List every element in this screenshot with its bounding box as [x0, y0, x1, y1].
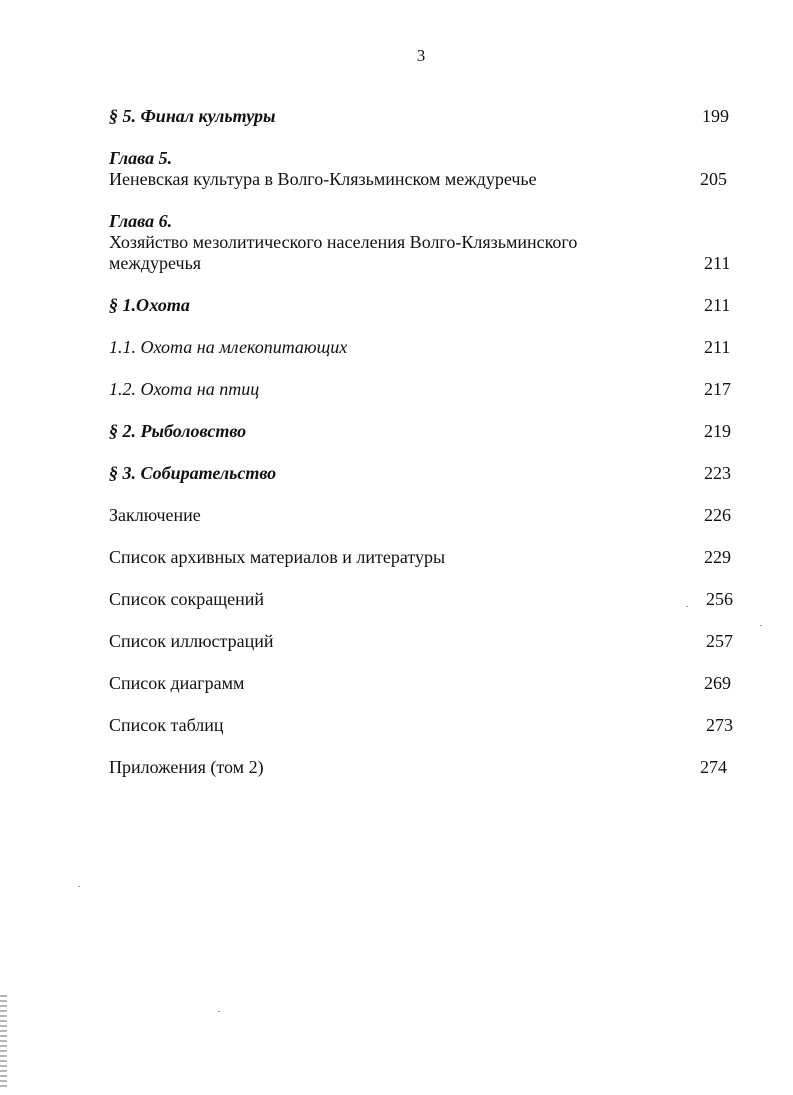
- toc-entry-mammal-hunting: 1.1. Охота на млекопитающих: [109, 337, 348, 357]
- toc-entry-section-5-final: § 5. Финал культуры: [109, 106, 276, 126]
- scan-speck: [218, 1011, 220, 1012]
- toc-page-number: 219: [704, 421, 731, 441]
- toc-entry-conclusion: Заключение: [109, 505, 201, 525]
- toc-page-number: 274: [700, 757, 727, 777]
- toc-page-number: 256: [706, 589, 733, 609]
- toc-entry-hunting: § 1.Охота: [109, 295, 190, 315]
- scan-speck: [78, 886, 80, 887]
- scan-edge-artifact: [0, 995, 7, 1090]
- toc-page-number: 199: [702, 106, 729, 126]
- toc-chapter-6-heading: Глава 6.: [109, 211, 173, 231]
- toc-page-number: 269: [704, 673, 731, 693]
- toc-page-number: 211: [704, 295, 731, 315]
- toc-entry-illustrations: Список иллюстраций: [109, 631, 274, 651]
- toc-chapter-6-title-line2: междуречья: [109, 253, 202, 273]
- toc-entry-tables: Список таблиц: [109, 715, 224, 735]
- toc-page-number: 211: [704, 337, 731, 357]
- toc-entry-abbreviations: Список сокращений: [109, 589, 264, 609]
- toc-page-number: 273: [706, 715, 733, 735]
- toc-page-number: 229: [704, 547, 731, 567]
- toc-entry-bird-hunting: 1.2. Охота на птиц: [109, 379, 260, 399]
- scan-speck: [686, 606, 688, 607]
- toc-chapter-6-title-line1: Хозяйство мезолитического населения Волго-Клязьминского: [109, 232, 578, 252]
- toc-entry-diagrams: Список диаграмм: [109, 673, 245, 693]
- toc-page-number: 211: [704, 253, 731, 273]
- toc-entry-appendices: Приложения (том 2): [109, 757, 264, 777]
- toc-page-number: 223: [704, 463, 731, 483]
- toc-page-number: 257: [706, 631, 733, 651]
- scan-speck: [760, 625, 762, 626]
- toc-entry-gathering: § 3. Собирательство: [109, 463, 277, 483]
- toc-page-number: 205: [700, 169, 727, 189]
- toc-page-number: 217: [704, 379, 731, 399]
- toc-chapter-5-heading: Глава 5.: [109, 148, 173, 168]
- toc-chapter-5-title: Иеневская культура в Волго-Клязьминском междуречье: [109, 169, 537, 189]
- toc-page-number: 226: [704, 505, 731, 525]
- toc-entry-fishing: § 2. Рыболовство: [109, 421, 247, 441]
- toc-entry-bibliography: Список архивных материалов и литературы: [109, 547, 446, 567]
- page-number: 3: [416, 46, 426, 65]
